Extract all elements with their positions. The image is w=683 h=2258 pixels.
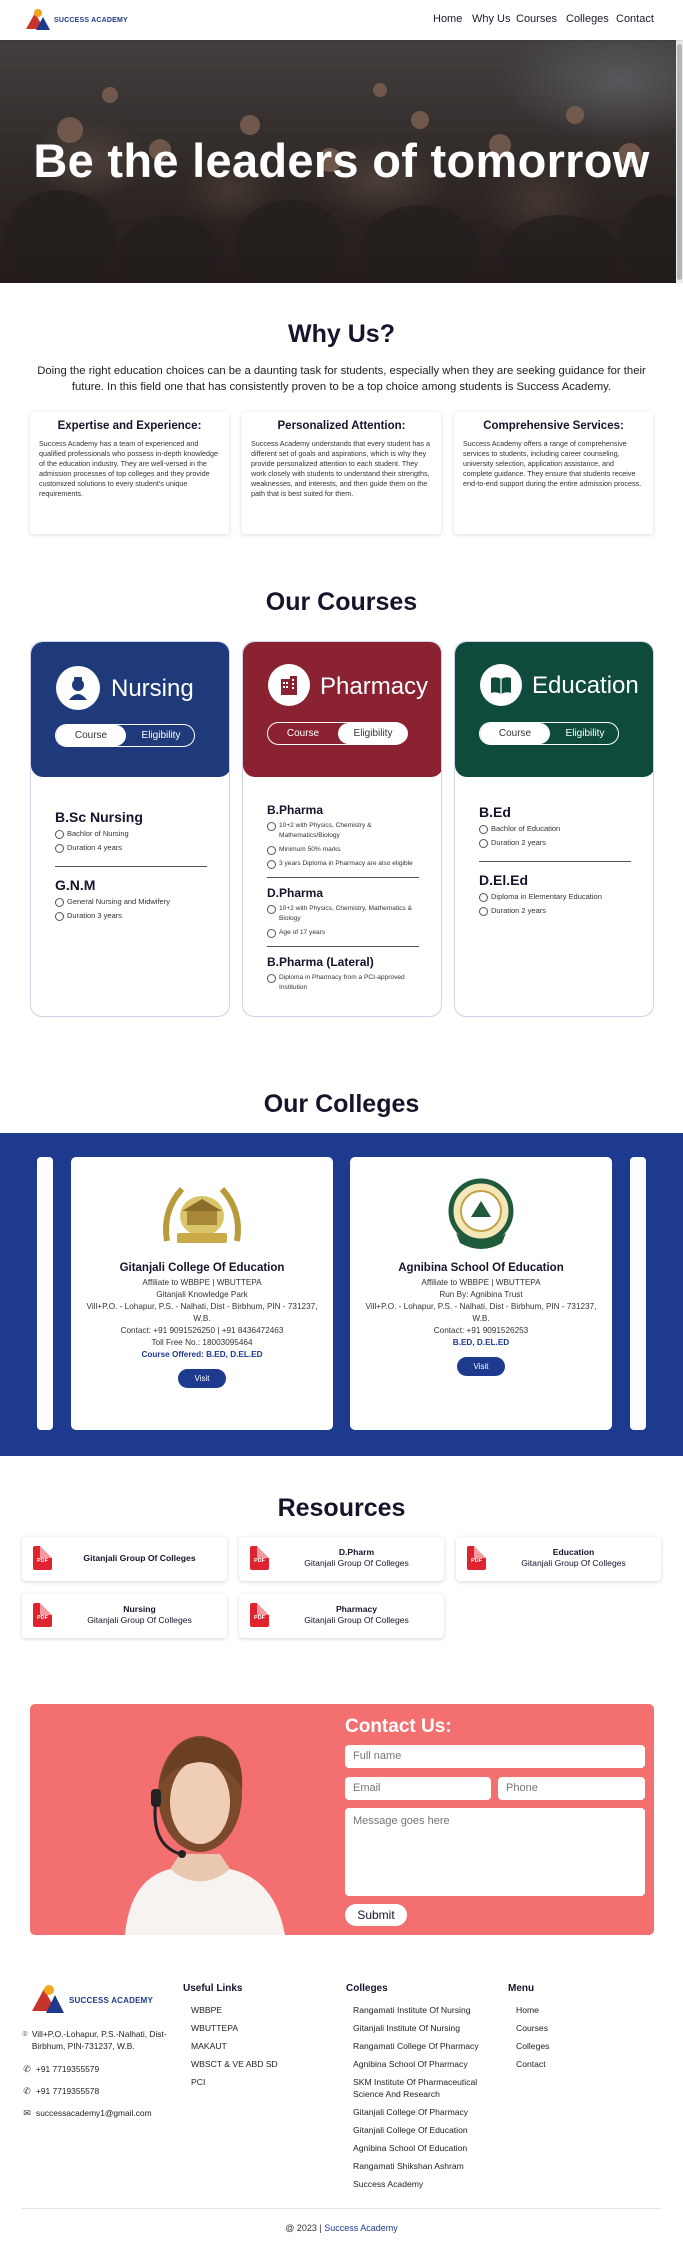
- carousel-next-card[interactable]: [630, 1157, 646, 1430]
- college-details: [360, 1277, 602, 1376]
- footer-email[interactable]: [22, 2107, 152, 2119]
- college-name: Gitanjali College Of Education: [119, 1262, 285, 1274]
- contact-section: [30, 1704, 654, 1935]
- email-text: successacademy1@gmail.com: [36, 2108, 152, 2118]
- nav-contact[interactable]: Contact: [616, 13, 654, 25]
- course-list: [479, 800, 631, 920]
- course-title: B.Pharma: [267, 803, 324, 817]
- course-detail: Duration 2 years: [479, 838, 631, 848]
- resource-dpharm[interactable]: [239, 1537, 444, 1581]
- college-detail-line: Affiliate to WBBPE | WBUTTEPA: [421, 1278, 541, 1287]
- eligibility-detail: Age of 17 years: [267, 928, 419, 938]
- nurse-icon: [56, 666, 100, 710]
- footer-link[interactable]: Gitanjali College Of Education: [353, 2125, 468, 2135]
- course-card-nursing: [30, 641, 230, 1017]
- toggle-course[interactable]: Course: [480, 723, 550, 744]
- menu-title: Menu: [508, 1983, 535, 1994]
- phone-icon: ✆: [23, 2064, 31, 2074]
- building-icon: [268, 664, 310, 706]
- courses-title: Our Courses: [265, 588, 418, 616]
- footer-link[interactable]: Agnibina School Of Education: [353, 2143, 468, 2153]
- copyright-text: @ 2023 |: [285, 2223, 322, 2233]
- footer-link[interactable]: WBUTTEPA: [191, 2023, 239, 2033]
- college-courses-offered: Course Offered: B.ED, D.EL.ED: [141, 1350, 263, 1359]
- divider: [267, 946, 419, 947]
- divider: [479, 861, 631, 862]
- logo-mark-icon: [30, 1985, 66, 2015]
- resource-title: Nursing: [123, 1604, 156, 1614]
- pdf-icon: PDF: [250, 1546, 269, 1570]
- colleges-links-list: [353, 2004, 493, 2196]
- course-detail: Bachlor of Education: [479, 824, 631, 834]
- why-us-title: Why Us?: [288, 320, 395, 348]
- college-detail-line: Run By: Agnibina Trust: [439, 1290, 523, 1299]
- phone-input[interactable]: [498, 1777, 645, 1800]
- footer-link[interactable]: Agnibina School Of Pharmacy: [353, 2059, 468, 2069]
- course-name: Pharmacy: [320, 673, 429, 700]
- course-card-header: [31, 642, 230, 777]
- resource-title: D.Pharm: [338, 1547, 375, 1557]
- divider: [55, 866, 207, 867]
- hero-banner: [0, 40, 683, 283]
- toggle-course[interactable]: Course: [286, 728, 320, 739]
- college-detail-line: Vill+P.O. - Lohapur, P.S. - Nalhati, Dist - Birbhum, PIN - 731237, W.B.: [365, 1302, 597, 1323]
- nav-colleges[interactable]: Colleges: [566, 13, 609, 25]
- footer-link[interactable]: Gitanjali College Of Pharmacy: [353, 2107, 469, 2117]
- nav-home[interactable]: Home: [433, 13, 463, 25]
- footer-phone-1[interactable]: [22, 2063, 99, 2075]
- college-detail-line: Contact: +91 9091526253: [433, 1326, 529, 1335]
- hero-title: Be the leaders of tomorrow: [33, 134, 650, 187]
- resource-education[interactable]: [456, 1537, 661, 1581]
- course-name: Education: [532, 672, 639, 699]
- pdf-icon: PDF: [467, 1546, 486, 1570]
- course-title: B.Pharma (Lateral): [267, 955, 374, 969]
- resource-subtitle: Gitanjali Group Of Colleges: [304, 1615, 409, 1625]
- why-card-title: Personalized Attention:: [277, 420, 406, 432]
- resource-label: [492, 1547, 655, 1569]
- footer-link[interactable]: Home: [516, 2005, 539, 2015]
- why-card-expertise: [30, 412, 229, 534]
- why-card-text: Success Academy understands that every student has a different set of goals and aspirations, which is why they provide personalized attention to each student. They work closely with students to understand their strengths, weaknesses, and interests, and then guide them on the path that is best suited for them.: [251, 439, 430, 498]
- visit-button[interactable]: Visit: [178, 1369, 226, 1388]
- college-detail-line: Toll Free No.: 18003095464: [151, 1338, 253, 1347]
- message-textarea[interactable]: [345, 1808, 645, 1896]
- why-card-text: Success Academy offers a range of comprehensive services to students, including career counseling, university selection, application assistance, and complete guidance. They ensure that students receive end-to-end support during the entire admission process.: [463, 439, 642, 488]
- footer-divider: [22, 2208, 661, 2209]
- eligibility-detail: 10+2 with Physics, Chemistry & Mathematics/Biology: [267, 821, 419, 841]
- carousel-prev-card[interactable]: [37, 1157, 53, 1430]
- footer-link[interactable]: Colleges: [516, 2041, 550, 2051]
- logo-text: SUCCESS ACADEMY: [54, 16, 128, 24]
- course-card-education: [454, 641, 654, 1017]
- phone-icon: ✆: [23, 2086, 31, 2096]
- course-name: Nursing: [111, 675, 194, 702]
- useful-links-list: [191, 2004, 278, 2094]
- course-title: G.N.M: [55, 877, 96, 893]
- useful-links-title: Useful Links: [183, 1983, 243, 1994]
- course-detail: Duration 2 years: [479, 906, 631, 916]
- visit-button[interactable]: Visit: [457, 1357, 505, 1376]
- college-detail-line: Gitanjali Knowledge Park: [156, 1290, 248, 1299]
- toggle-eligibility[interactable]: Eligibility: [141, 730, 181, 741]
- resource-label: [275, 1604, 438, 1626]
- pdf-icon: PDF: [33, 1546, 52, 1570]
- why-card-text: Success Academy has a team of experienced and qualified professionals who possess in-depth knowledge of the education industry. They are well-versed in the admission processes of top colleges and they provide customized solutions to every student's unique requirements.: [39, 439, 218, 498]
- footer-link[interactable]: PCI: [191, 2077, 206, 2087]
- college-detail-line: Vill+P.O. - Lohapur, P.S. - Nalhati, Dist - Birbhum, PIN - 731237, W.B.: [86, 1302, 318, 1323]
- course-eligibility-toggle[interactable]: [55, 724, 195, 747]
- logo-text: SUCCESS ACADEMY: [69, 1995, 154, 2005]
- resource-label: [58, 1604, 221, 1626]
- why-us-intro: Doing the right education choices can be a daunting task for students, especially when they are seeking guidance for their future. In this field one that has consistently proven to be a top choice among students is Success Academy.: [37, 365, 646, 393]
- nav-why-us[interactable]: Why Us: [472, 13, 511, 25]
- footer-link[interactable]: SKM Institute Of Pharmaceutical Science And Research: [353, 2077, 478, 2099]
- college-card-gitanjali: [71, 1157, 333, 1430]
- course-eligibility-toggle[interactable]: [479, 722, 619, 745]
- resource-nursing[interactable]: [22, 1594, 227, 1638]
- college-name: Agnibina School Of Education: [398, 1262, 564, 1274]
- copyright-brand-link[interactable]: Success Academy: [324, 2223, 398, 2233]
- footer-link[interactable]: WBBPE: [191, 2005, 223, 2015]
- contact-title: Contact Us:: [345, 1716, 452, 1737]
- address-text: Vill+P.O.-Lohapur, P.S.-Nalhati, Dist- Birbhum, PIN-731237, W.B.: [31, 2029, 167, 2051]
- college-courses-offered: B.ED, D.EL.ED: [452, 1338, 510, 1347]
- course-card-header: [455, 642, 654, 777]
- eligibility-detail: Minimum 50% marks: [267, 845, 419, 855]
- college-card-agnibina: [350, 1157, 612, 1430]
- agnibina-emblem-icon: [436, 1171, 526, 1261]
- nav-courses[interactable]: Courses: [516, 13, 557, 25]
- gitanjali-emblem-icon: [157, 1171, 247, 1261]
- site-logo[interactable]: [24, 9, 128, 31]
- logo-mark-icon: [24, 9, 52, 31]
- copyright: [0, 2223, 683, 2233]
- eligibility-detail: 3 years Diploma in Pharmacy are also eligible: [267, 859, 419, 869]
- course-title: D.Pharma: [267, 886, 324, 900]
- footer-address: [22, 2028, 172, 2052]
- phone-text: +91 7719355578: [36, 2086, 100, 2096]
- resources-title: Resources: [277, 1494, 406, 1522]
- footer-link[interactable]: Rangamati College Of Pharmacy: [353, 2041, 479, 2051]
- course-title: D.El.Ed: [479, 872, 529, 888]
- toggle-eligibility[interactable]: Eligibility: [338, 723, 408, 744]
- course-detail: Bachlor of Nursing: [55, 829, 207, 839]
- colleges-title: Our Colleges: [263, 1090, 420, 1118]
- college-details: [81, 1277, 323, 1388]
- resource-title: Gitanjali Group Of Colleges: [83, 1553, 196, 1563]
- resource-subtitle: Gitanjali Group Of Colleges: [521, 1558, 626, 1568]
- course-detail: Duration 4 years: [55, 843, 207, 853]
- course-detail: General Nursing and Midwifery: [55, 897, 207, 907]
- footer-link[interactable]: Gitanjali Institute Of Nursing: [353, 2023, 460, 2033]
- college-detail-line: Affiliate to WBBPE | WBUTTEPA: [142, 1278, 262, 1287]
- footer-link[interactable]: MAKAUT: [191, 2041, 227, 2051]
- site-header: [0, 0, 683, 40]
- course-title: B.Ed: [479, 804, 511, 820]
- college-detail-line: Contact: +91 9091526250 | +91 8436472463: [120, 1326, 284, 1335]
- footer-phone-2[interactable]: [22, 2085, 99, 2097]
- footer-link[interactable]: Contact: [516, 2059, 546, 2069]
- footer-link[interactable]: Rangamati Institute Of Nursing: [353, 2005, 471, 2015]
- course-card-pharmacy: [242, 641, 442, 1017]
- course-list: [55, 805, 207, 925]
- page-scrollbar[interactable]: [676, 40, 683, 283]
- course-detail: Duration 3 years: [55, 911, 207, 921]
- why-card-personalized: [242, 412, 441, 534]
- location-pin-icon: ⌾: [22, 2029, 28, 2039]
- submit-button[interactable]: Submit: [345, 1904, 407, 1926]
- footer-link[interactable]: Rangamati Shikshan Ashram: [353, 2161, 464, 2171]
- footer-menu-list: [516, 2004, 549, 2076]
- resource-pharmacy[interactable]: [239, 1594, 444, 1638]
- resource-label: [58, 1553, 221, 1564]
- scrollbar-thumb[interactable]: [677, 44, 682, 280]
- phone-text: +91 7719355579: [36, 2064, 100, 2074]
- book-icon: [480, 664, 522, 706]
- course-title: B.Sc Nursing: [55, 809, 143, 825]
- why-card-comprehensive: [454, 412, 653, 534]
- resource-subtitle: Gitanjali Group Of Colleges: [304, 1558, 409, 1568]
- toggle-eligibility[interactable]: Eligibility: [565, 728, 605, 739]
- pdf-icon: PDF: [33, 1603, 52, 1627]
- eligibility-detail: Diploma in Pharmacy from a PCI-approved Institution: [267, 973, 419, 993]
- eligibility-detail: 10+2 with Physics, Chemistry, Mathematics & Biology: [267, 904, 419, 924]
- footer-link[interactable]: WBSCT & VE ABD SD: [191, 2059, 278, 2069]
- divider: [267, 877, 419, 878]
- resource-title: Pharmacy: [335, 1604, 378, 1614]
- support-agent-photo: [30, 1704, 330, 1935]
- colleges-links-title: Colleges: [346, 1983, 388, 1994]
- course-eligibility-toggle[interactable]: [267, 722, 407, 745]
- footer-link[interactable]: Success Academy: [353, 2179, 424, 2189]
- footer-link[interactable]: Courses: [516, 2023, 548, 2033]
- mail-icon: ✉: [23, 2108, 31, 2118]
- why-card-title: Expertise and Experience:: [57, 420, 202, 432]
- email-input[interactable]: [345, 1777, 491, 1800]
- resource-title: Education: [552, 1547, 595, 1557]
- resource-label: [275, 1547, 438, 1569]
- resource-subtitle: Gitanjali Group Of Colleges: [87, 1615, 192, 1625]
- course-card-header: [243, 642, 442, 777]
- toggle-course[interactable]: Course: [56, 725, 126, 746]
- footer-logo[interactable]: [30, 1985, 153, 2015]
- pdf-icon: PDF: [250, 1603, 269, 1627]
- why-card-title: Comprehensive Services:: [483, 420, 624, 432]
- course-list: [267, 799, 419, 997]
- resource-gitanjali-group[interactable]: [22, 1537, 227, 1581]
- course-detail: Diploma in Elementary Education: [479, 892, 631, 902]
- full-name-input[interactable]: [345, 1745, 645, 1768]
